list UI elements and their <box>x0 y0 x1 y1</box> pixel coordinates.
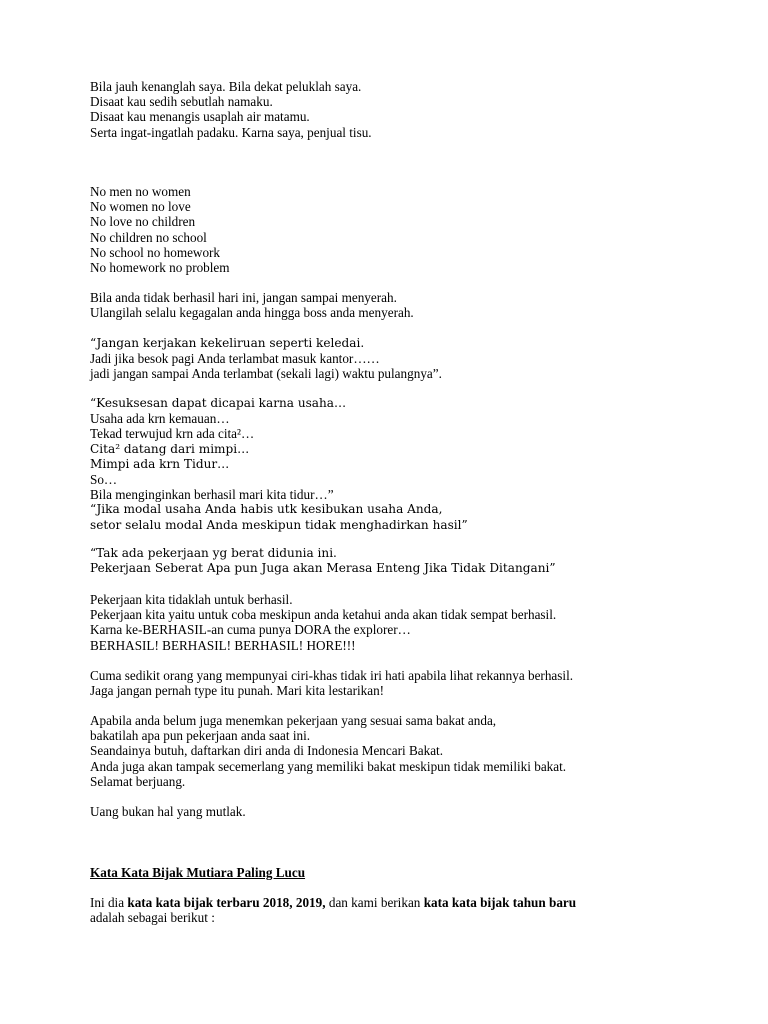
paragraph-keledai <box>90 336 710 382</box>
text-line: Tekad terwujud krn ada cita²… <box>90 426 255 442</box>
text-line: BERHASIL! BERHASIL! BERHASIL! HORE!!! <box>90 637 356 653</box>
text-line: jadi jangan sampai Anda terlambat (sekali lagi) waktu pulangnya”. <box>90 366 442 382</box>
text-line: Selamat berjuang. <box>90 773 186 789</box>
paragraph-penjual-tisu <box>90 79 710 140</box>
paragraph-intro <box>90 895 710 925</box>
text-line: No children no school <box>90 229 207 245</box>
text-line: Bila jauh kenanglah saya. Bila dekat peluklah saya. <box>90 79 362 94</box>
text-line: “Jangan kerjakan kekeliruan seperti keledai. <box>90 336 365 350</box>
paragraph-dora <box>90 592 710 653</box>
text-line: Cuma sedikit orang yang mempunyai ciri-khas tidak iri hati apabila lihat rekannya berhasil. <box>90 668 574 683</box>
text-line: Bila anda tidak berhasil hari ini, jangan sampai menyerah. <box>90 290 397 305</box>
text-line: bakatilah apa pun pekerjaan anda saat ini. <box>90 728 311 744</box>
text-line: Bila menginginkan berhasil mari kita tidur…” <box>90 487 334 503</box>
text-line: No school no homework <box>90 244 221 260</box>
text-line: Jaga jangan pernah type itu punah. Mari kita lestarikan! <box>90 683 385 699</box>
text-line: No love no children <box>90 214 196 230</box>
paragraph-no-men-no-women <box>90 184 710 275</box>
paragraph-jangan-menyerah <box>90 290 710 320</box>
paragraph-pekerjaan-berat <box>90 546 710 576</box>
text-line: Pekerjaan kita yaitu untuk coba meskipun anda ketahui anda akan tidak sempat berhasil. <box>90 607 557 623</box>
text-line: adalah sebagai berikut : <box>90 910 215 926</box>
text-line: Disaat kau menangis usaplah air matamu. <box>90 109 310 125</box>
intro-bold-text: kata kata bijak terbaru 2018, 2019, <box>127 895 326 910</box>
heading-text: Kata Kata Bijak Mutiara Paling Lucu <box>90 865 306 880</box>
text-line: “Kesuksesan dapat dicapai karna usaha… <box>90 396 347 410</box>
text-line: Mimpi ada krn Tidur… <box>90 456 230 471</box>
paragraph-kesuksesan <box>90 396 710 533</box>
text-line: No men no women <box>90 184 191 199</box>
text-line: Anda juga akan tampak secemerlang yang memiliki bakat meskipun tidak memiliki bakat. <box>90 758 567 774</box>
text-line: Ulangilah selalu kegagalan anda hingga boss anda menyerah. <box>90 305 414 321</box>
section-heading <box>90 865 710 880</box>
text-line: So… <box>90 471 118 487</box>
text-line: Cita² datang dari mimpi… <box>90 441 250 456</box>
intro-text: dan kami berikan <box>325 895 424 910</box>
text-line: Serta ingat-ingatlah padaku. Karna saya, penjual tisu. <box>90 124 372 140</box>
paragraph-uang <box>90 804 710 819</box>
text-line: Jadi jika besok pagi Anda terlambat masuk kantor…… <box>90 351 380 367</box>
text-line: Karna ke-BERHASIL-an cuma punya DORA the explorer… <box>90 622 411 638</box>
intro-bold-text: kata kata bijak tahun baru <box>423 895 577 910</box>
text-line: Seandainya butuh, daftarkan diri anda di Indonesia Mencari Bakat. <box>90 743 444 759</box>
text-line: Usaha ada krn kemauan… <box>90 411 230 427</box>
text-line: Pekerjaan kita tidaklah untuk berhasil. <box>90 592 293 607</box>
intro-text: Ini dia <box>90 895 128 910</box>
text-line: Pekerjaan Seberat Apa pun Juga akan Merasa Enteng Jika Tidak Ditangani” <box>90 561 556 576</box>
text-line: Uang bukan hal yang mutlak. <box>90 804 246 819</box>
text-line: No homework no problem <box>90 259 230 275</box>
text-line: “Jika modal usaha Anda habis utk kesibukan usaha Anda, <box>90 502 443 517</box>
text-line <box>90 895 710 910</box>
text-line: No women no love <box>90 199 191 215</box>
text-line: “Tak ada pekerjaan yg berat didunia ini. <box>90 546 337 560</box>
text-line: setor selalu modal Anda meskipun tidak menghadirkan hasil” <box>90 517 468 532</box>
paragraph-bakat <box>90 713 710 789</box>
text-line: Apabila anda belum juga menemkan pekerjaan yang sesuai sama bakat anda, <box>90 713 497 728</box>
text-line: Disaat kau sedih sebutlah namaku. <box>90 94 273 110</box>
paragraph-ciri-khas <box>90 668 710 698</box>
